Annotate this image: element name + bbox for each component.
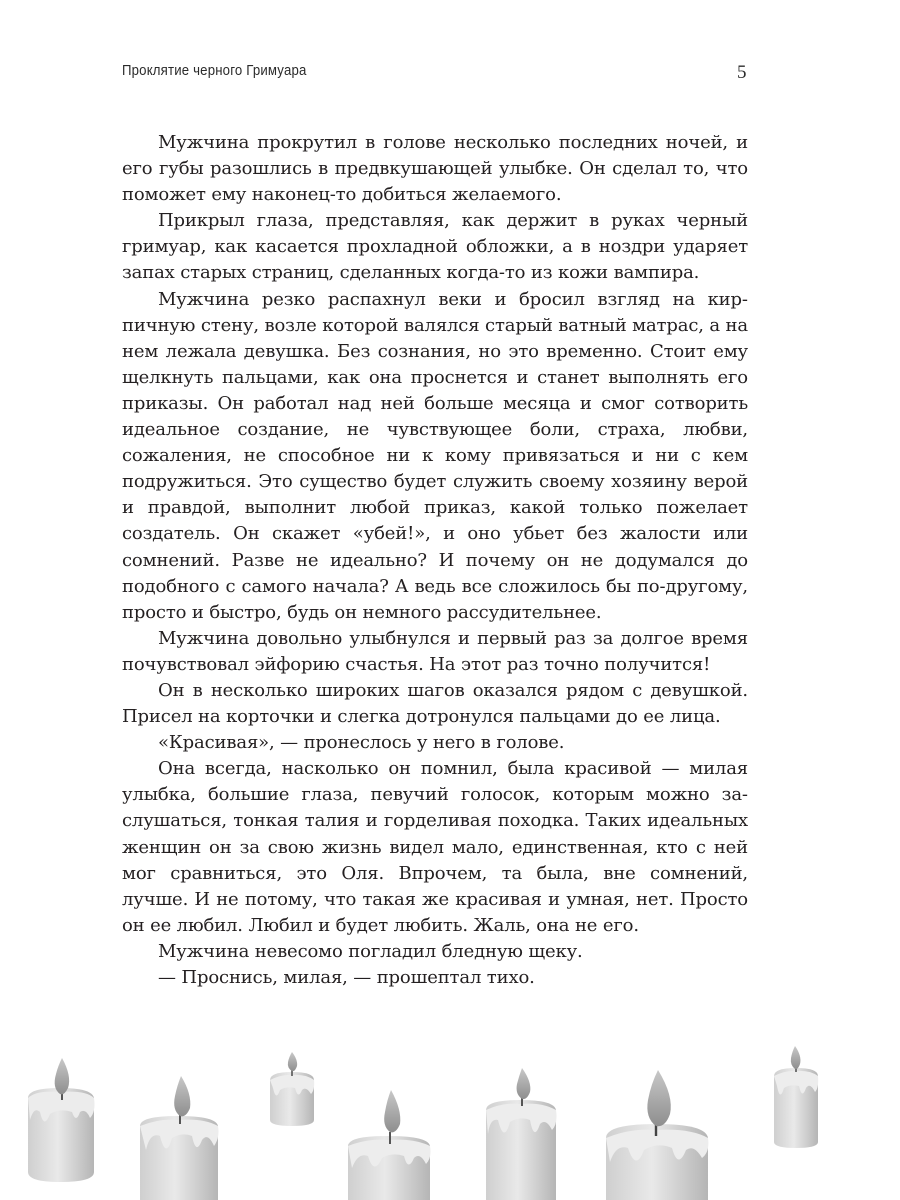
paragraph: Она всегда, насколько он помнил, была красивой — милая улыбка, большие глаза, певучий голосок, которым можно заслушаться, тонкая талия и горделивая походка. Таких идеальных женщин он за свою жизнь видел мало, единственная, кто с ней мог сравниться, это Оля. Впрочем, та была, вне сомнений, лучше. И не потому, что такая же красивая и умная, нет. Просто он ее любил. Любил и будет любить. Жаль, она не его.	[122, 758, 748, 936]
paragraph: — Проснись, милая, — прошептал тихо.	[158, 967, 535, 988]
candle-icon	[270, 1052, 314, 1126]
paragraph: Мужчина прокрутил в голове несколько последних ночей, и его губы разошлись в предвкушающей улыбке. Он сделал то, что поможет ему наконец-то добиться желаемого.	[122, 132, 748, 206]
paragraph: Прикрыл глаза, представляя, как держит в руках черный гримуар, как касается прохладной обложки, а в ноздри ударяет запах старых страниц, сделанных когда-то из кожи вампира.	[122, 210, 748, 284]
candles-illustration	[0, 1020, 900, 1200]
paragraph: Мужчина резко распахнул веки и бросил взгляд на кирпичную стену, возле которой валялся старый ватный матрас, а на нем лежала девушка. Без сознания, но это временно. Стоит ему щелкнуть пальцами, как она проснется и станет выполнять его приказы. Он работал над ней больше месяца и смог сотворить идеальное создание, не чувствующее боли, страха, любви, сожаления, не способное ни к кому привязаться и ни с кем подружиться. Это существо будет служить своему хозяину верой и правдой, выполнит любой приказ, какой только пожелает создатель. Он скажет «убей!», и оно убьет без жалости или сомнений. Разве не идеально? И почему он не додумался до подобного с самого начала? А ведь все сложилось бы по-другому, просто и быстро, будь он немного рассудительнее.	[122, 288, 748, 623]
candle-icon	[486, 1068, 557, 1200]
paragraph: Мужчина невесомо погладил бледную щеку.	[158, 940, 583, 962]
candle-icon	[140, 1076, 219, 1200]
body-text	[122, 130, 748, 991]
paragraph: Мужчина довольно улыбнулся и первый раз за долгое время почувствовал эйфорию счастья. На этот раз точно получится!	[122, 627, 748, 675]
candle-icon	[28, 1058, 95, 1182]
candle-icon	[606, 1070, 708, 1200]
paragraph: «Красивая», — пронеслось у него в голове.	[158, 732, 565, 754]
candle-icon	[348, 1090, 431, 1200]
page-number: 5	[737, 62, 747, 83]
paragraph: Он в несколько широких шагов оказался рядом с девушкой. Присел на корточки и слегка дотронулся пальцами до ее лица.	[122, 679, 748, 728]
running-title: Проклятие черного Гримуара	[122, 62, 307, 79]
candle-icon	[774, 1046, 818, 1148]
